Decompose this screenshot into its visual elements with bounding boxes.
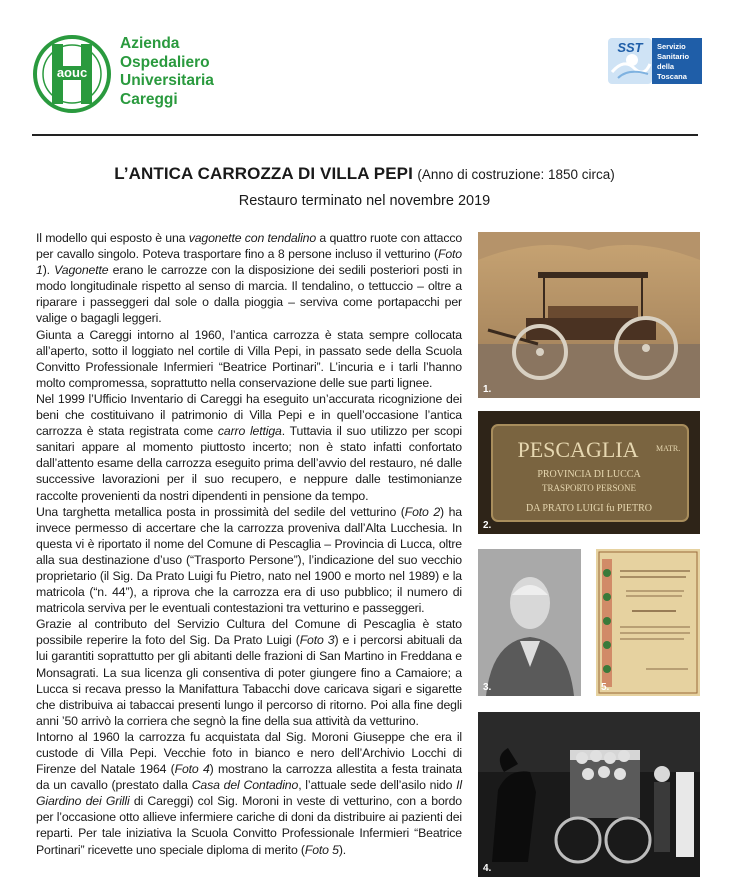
- christmas-carriage-photo: [478, 712, 700, 877]
- italic-text: Il Giardino dei Grilli: [36, 778, 463, 809]
- text-segment: ) e i percorsi abituali da lui garantiti soprattutto per gli abitanti delle frazioni di San Martino in Freddana e Monsagrati. La sua licenza gli consentiva di poter giungere fino a Camaiore; a Lucca si recava presso la Manifattura Tabacchi dove caricava sigari e sigarette che distribuiva ai tabaccai presenti lungo il percorso di ritorno. Poi alla fine degli anni ’50 arrivò la corriera che segnò la fine della sua attività da vetturino.: [36, 633, 462, 728]
- photo-number: 1.: [483, 384, 492, 395]
- page-title: [0, 164, 729, 184]
- plate-line: MATR.: [656, 444, 681, 453]
- paragraph: [36, 327, 462, 391]
- photo-number: 5.: [601, 682, 610, 693]
- photo-number: 3.: [483, 682, 492, 693]
- plate-line: PROVINCIA DI LUCCA: [537, 469, 641, 480]
- photo-number: 4.: [483, 863, 492, 874]
- header-divider: [32, 134, 698, 136]
- paragraph: [36, 391, 462, 504]
- title-main: L’ANTICA CARROZZA DI VILLA PEPI: [114, 164, 413, 183]
- title-sub: (Anno di costruzione: 1850 circa): [417, 167, 615, 182]
- photo-number: 2.: [483, 520, 492, 531]
- org-line: Universitaria: [120, 72, 214, 89]
- sst-line: Toscana: [657, 72, 687, 81]
- org-line: Azienda: [120, 35, 180, 52]
- text-segment: ) ha invece permesso di accertare che la carrozza proveniva dall’Alta Lucchesia. In questa vi è riportato il nome del Comune di Pescaglia – Provincia di Lucca, oltre alla sua destinazione d’uso (“Trasporto Persone”), l’indicazione del suo vecchio proprietario (il Sig. Da Prato Luigi fu Pietro, nato nel 1900 e morto nel 1989) e la matricola (“n. 44”), a riprova che la carrozza era di uso pubblico; il numero di matricola serviva per le eventuali contestazioni tra vetturino e passeggeri.: [36, 504, 462, 616]
- italic-text: vagonette con tendalino: [188, 231, 317, 245]
- italic-text: Foto 5: [304, 842, 339, 857]
- plate-line: PESCAGLIA: [517, 437, 639, 462]
- text-segment: , l’attuale sede dell’asilo nido: [298, 778, 457, 793]
- sst-line: Servizio: [657, 42, 686, 51]
- sst-logo: [608, 38, 702, 84]
- italic-text: Foto 4: [174, 762, 210, 777]
- text-segment: Il modello qui esposto è una: [36, 231, 189, 245]
- plate-line: TRASPORTO PERSONE: [541, 483, 637, 493]
- text-segment: ) mostrano la carrozza allestita a festa trainata da un cavallo (prestato dalla: [36, 762, 462, 793]
- text-segment: ).: [42, 263, 55, 278]
- sst-line: Sanitario: [657, 52, 690, 61]
- italic-text: Foto 2: [404, 504, 441, 519]
- text-segment: a quattro ruote con attacco per cavallo singolo. Poteva trasportare fino a 8 persone incluso il vetturino (: [36, 231, 463, 262]
- portrait-photo: [478, 549, 581, 696]
- italic-text: carro lettiga: [217, 424, 282, 439]
- carriage-photo: [478, 232, 700, 398]
- italic-text: Casa del Contadino: [191, 778, 299, 793]
- text-segment: Giunta a Careggi intorno al 1960, l’antica carrozza è stata sempre collocata all’aperto, sotto il loggiato nel cortile di Villa Pepi, in passato sede della Scuola Convitto Professionale Infermieri “Beatrice Portinari”. L’incuria e i tarli l’hanno molto compromessa, soprattutto nella conservazione delle sue parti lignee.: [36, 327, 462, 390]
- italic-text: Foto 3: [299, 633, 335, 648]
- text-segment: erano le carrozze con la disposizione dei sedili posteriori posti in modo longitudinale rispetto al senso di marcia. Il tendalino, o tettuccio – oltre a riparare i passeggeri dal sole o dalla pioggia – serviva come portapacchi per valige o bagagli leggeri.: [36, 263, 463, 326]
- sst-line: della: [657, 62, 675, 71]
- logo-text: aouc: [56, 65, 88, 80]
- org-line: Ospedaliero: [120, 53, 210, 71]
- italic-text: Foto 1: [36, 247, 462, 278]
- metal-plate-photo: [478, 411, 700, 534]
- sst-abbr: SST: [617, 40, 643, 55]
- text-segment: Una targhetta metallica posta in prossimità del sedile del vetturino (: [36, 504, 405, 519]
- text-segment: di Careggi) col Sig. Moroni in veste di vetturino, con a bordo per l’occasione otto allieve infermiere cariche di doni da distribuire ai pazienti dei reparti. Per tale iniziativa la Scuola Convitto Professionale Infermieri “Beatrice Portinari” ricevette uno speciale diploma di merito (: [36, 794, 462, 857]
- aouc-logo: [32, 34, 112, 114]
- paragraph: [36, 230, 462, 327]
- text-segment: ).: [338, 842, 347, 857]
- text-segment: Nel 1999 l’Ufficio Inventario di Careggi ha eseguito un’accurata ricognizione dei beni che costituivano il patrimonio di Villa Pepi e in quell’occasione l’antica carrozza è stata registrata come: [36, 391, 462, 439]
- org-line: Careggi: [120, 90, 178, 108]
- diploma-photo: [596, 549, 700, 696]
- organization-name: [120, 35, 214, 109]
- text-segment: Intorno al 1960 la carrozza fu acquistata dal Sig. Moroni Giuseppe che era il custode di Villa Pepi. Vecchie foto in bianco e nero dell’Archivio Locchi di Firenze del Natale 1964 (: [36, 729, 462, 777]
- text-segment: Grazie al contributo del Servizio Cultura del Comune di Pescaglia è stato possibile reperire la foto del Sig. Da Prato Luigi (: [36, 617, 462, 648]
- paragraph: [36, 729, 462, 858]
- text-segment: . Tuttavia il suo utilizzo per scopi sanitari appare al momento piuttosto incerto; non è stato infatti confortato dall’attento esame della carrozza eseguito prima dell’avvio del restauro, né dalle successive lavorazioni per il suo recupero, e neppure dalle testimonianze raccolte provenienti da nostri dipendenti in pensione da tempo.: [36, 424, 463, 503]
- plate-line: DA PRATO LUIGI fu PIETRO: [526, 503, 652, 514]
- page-subtitle: Restauro terminato nel novembre 2019: [238, 193, 491, 209]
- italic-text: Vagonette: [54, 263, 109, 278]
- paragraph: [36, 504, 462, 617]
- body-text: [36, 230, 462, 858]
- paragraph: [36, 616, 462, 729]
